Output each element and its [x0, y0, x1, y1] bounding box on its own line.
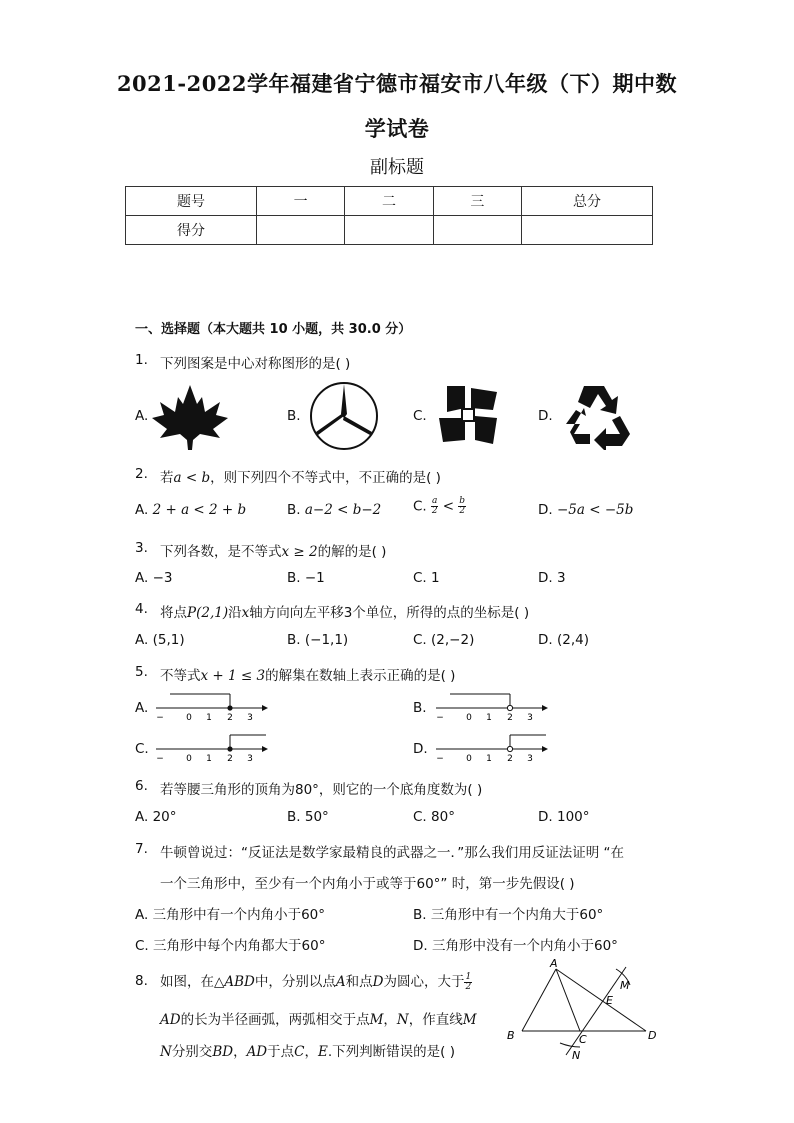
question-stem-line-1: 如图，在△ABD中，分别以点A和点D为圆心，大于 $\frac{1}{2}$	[160, 971, 472, 992]
tick-label: 3	[527, 754, 533, 764]
option-d: D. −5a < −5b	[538, 502, 634, 518]
score-cell	[345, 216, 433, 245]
score-header-cell: 总分	[522, 187, 653, 216]
option-c: C. 1	[413, 570, 440, 586]
score-header-cell: 二	[345, 187, 433, 216]
question-number: 4.	[135, 601, 148, 617]
option-d: D. 100°	[538, 809, 590, 825]
tick-label: 2	[507, 754, 513, 764]
number-line-a	[152, 688, 272, 726]
tick-label: 1	[206, 754, 212, 764]
title-line-1: 2021-2022学年福建省宁德市福安市八年级（下）期中数	[116, 71, 678, 96]
tick-label: −	[156, 754, 164, 764]
score-table	[125, 186, 653, 245]
section-heading: 一、选择题（本大题共 10 小题，共 30.0 分）	[135, 322, 412, 337]
option-label-d: D.	[413, 741, 428, 757]
score-header-cell: 题号	[126, 187, 257, 216]
question-stem: 不等式x + 1 ≤ 3的解集在数轴上表示正确的是( )	[160, 668, 456, 684]
option-label-d: D.	[538, 408, 553, 424]
option-a: A. 2 + a < 2 + b	[135, 502, 247, 518]
score-cell	[522, 216, 653, 245]
tick-label: 0	[186, 713, 192, 723]
tick-label: 1	[486, 754, 492, 764]
option-b: B. −1	[287, 570, 325, 586]
score-cell	[256, 216, 344, 245]
figure-label: A	[550, 957, 558, 970]
score-row-label: 得分	[126, 216, 257, 245]
question-stem-line-1: 牛顿曾说过：“反证法是数学家最精良的武器之一．”那么我们用反证法证明 “在	[160, 845, 625, 861]
question-stem: 将点P(2,1)沿x轴方向向左平移3个单位，所得的点的坐标是( )	[160, 605, 530, 621]
mercedes-star-figure	[308, 380, 380, 452]
question-number: 7.	[135, 841, 148, 857]
question-stem-line-2: AD的长为半径画弧，两弧相交于点M，N，作直线M	[160, 1012, 477, 1028]
number-line-b	[432, 688, 552, 726]
tick-label: 1	[486, 713, 492, 723]
number-line-c	[152, 729, 272, 767]
tick-label: 2	[227, 754, 233, 764]
score-cell	[433, 216, 521, 245]
fraction-half: $\frac{1}{2}$	[465, 971, 472, 992]
figure-label: N	[572, 1049, 581, 1062]
pinwheel-squares-figure	[435, 382, 503, 448]
option-d: D. 三角形中没有一个内角小于60°	[413, 938, 618, 954]
option-label-c: C.	[413, 408, 427, 424]
tick-label: −	[156, 713, 164, 723]
option-d: D. (2,4)	[538, 632, 589, 648]
question-stem: 下列各数，是不等式x ≥ 2的解的是( )	[160, 544, 387, 560]
triangle-abd-figure	[500, 955, 670, 1065]
question-stem: 若a < b，则下列四个不等式中，不正确的是( )	[160, 470, 441, 486]
option-c: C. $\frac{a}{2}$ < $\frac{b}{2}$	[413, 496, 466, 516]
option-label-b: B.	[413, 700, 427, 716]
figure-label: M	[620, 979, 630, 992]
question-stem: 若等腰三角形的顶角为80°，则它的一个底角度数为( )	[160, 782, 483, 798]
option-a: A. 20°	[135, 809, 177, 825]
subtitle: 副标题	[370, 157, 424, 178]
tick-label: 0	[186, 754, 192, 764]
title-line-2: 学试卷	[364, 116, 430, 141]
question-number: 2.	[135, 466, 148, 482]
tick-label: 2	[227, 713, 233, 723]
figure-label: D	[648, 1029, 657, 1042]
option-label-c: C.	[135, 741, 149, 757]
option-b: B. (−1,1)	[287, 632, 349, 648]
question-number: 8.	[135, 973, 148, 989]
option-b: B. 50°	[287, 809, 329, 825]
tick-label: 2	[507, 713, 513, 723]
tick-label: 0	[466, 754, 472, 764]
option-b: B. a−2 < b−2	[287, 502, 382, 518]
question-number: 6.	[135, 778, 148, 794]
figure-label: B	[507, 1029, 515, 1042]
question-stem: 下列图案是中心对称图形的是( )	[160, 356, 351, 372]
tick-label: 0	[466, 713, 472, 723]
option-label-b: B.	[287, 408, 301, 424]
maple-leaf-figure	[150, 382, 230, 452]
fraction: $\frac{b}{2}$	[459, 496, 466, 516]
figure-label: C	[579, 1033, 587, 1046]
tick-label: 3	[527, 713, 533, 723]
question-stem-line-2: 一个三角形中，至少有一个内角小于或等于60°” 时，第一步先假设( )	[160, 876, 575, 892]
option-d: D. 3	[538, 570, 566, 586]
tick-label: −	[436, 754, 444, 764]
option-label-a: A.	[135, 408, 149, 424]
question-number: 3.	[135, 540, 148, 556]
tick-label: 3	[247, 754, 253, 764]
option-a: A. 三角形中有一个内角小于60°	[135, 907, 326, 923]
score-header-cell: 三	[433, 187, 521, 216]
question-number: 1.	[135, 352, 148, 368]
option-c: C. 80°	[413, 809, 455, 825]
number-line-d	[432, 729, 552, 767]
score-header-cell: 一	[256, 187, 344, 216]
figure-label: E	[606, 994, 613, 1007]
option-b: B. 三角形中有一个内角大于60°	[413, 907, 604, 923]
question-stem-line-3: N分别交BD，AD于点C，E.下列判断错误的是( )	[160, 1044, 455, 1060]
option-a: A. −3	[135, 570, 173, 586]
option-label-a: A.	[135, 700, 149, 716]
tick-label: 1	[206, 713, 212, 723]
fraction: $\frac{a}{2}$	[431, 496, 438, 516]
tick-label: 3	[247, 713, 253, 723]
option-c: C. (2,−2)	[413, 632, 475, 648]
question-number: 5.	[135, 664, 148, 680]
recycle-symbol-figure	[562, 380, 632, 450]
option-c: C. 三角形中每个内角都大于60°	[135, 938, 326, 954]
option-a: A. (5,1)	[135, 632, 185, 648]
tick-label: −	[436, 713, 444, 723]
